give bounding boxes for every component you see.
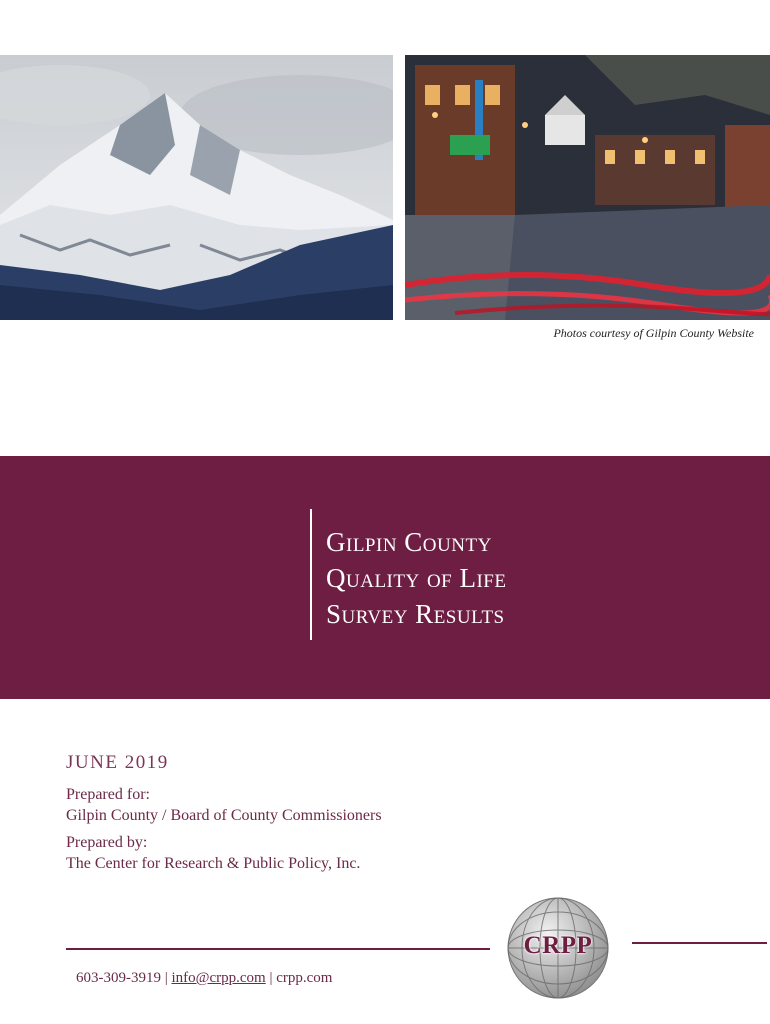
contact-separator: |: [164, 970, 168, 986]
prepared-for-label: Prepared for:: [66, 786, 150, 803]
mountain-photo: [0, 55, 393, 320]
title-line-1: Gilpin County: [326, 527, 492, 557]
title-line-2: Quality of Life: [326, 563, 507, 593]
crpp-logo: [506, 896, 610, 1000]
contact-email-link[interactable]: info@crpp.com: [171, 970, 266, 986]
title-line-3: Survey Results: [326, 599, 505, 629]
contact-info: [76, 970, 332, 987]
report-title: [326, 524, 506, 632]
prepared-by-value: The Center for Research & Public Policy, Inc.: [66, 855, 361, 872]
footer-divider-right: [632, 942, 767, 944]
footer-divider-left: [66, 948, 490, 950]
title-rule: [310, 509, 312, 640]
contact-website: crpp.com: [276, 970, 333, 986]
logo-text: CRPP: [523, 932, 593, 959]
photo-caption: Photos courtesy of Gilpin County Website: [553, 326, 754, 340]
prepared-by-label: Prepared by:: [66, 834, 148, 851]
prepared-for: [66, 784, 382, 826]
prepared-for-value: Gilpin County / Board of County Commissioners: [66, 807, 382, 824]
report-date: JUNE 2019: [66, 752, 169, 773]
town-street-photo: [405, 55, 770, 320]
contact-phone: 603-309-3919: [76, 970, 161, 986]
prepared-by: [66, 832, 360, 874]
contact-separator: |: [269, 970, 273, 986]
title-banner: [0, 456, 770, 699]
